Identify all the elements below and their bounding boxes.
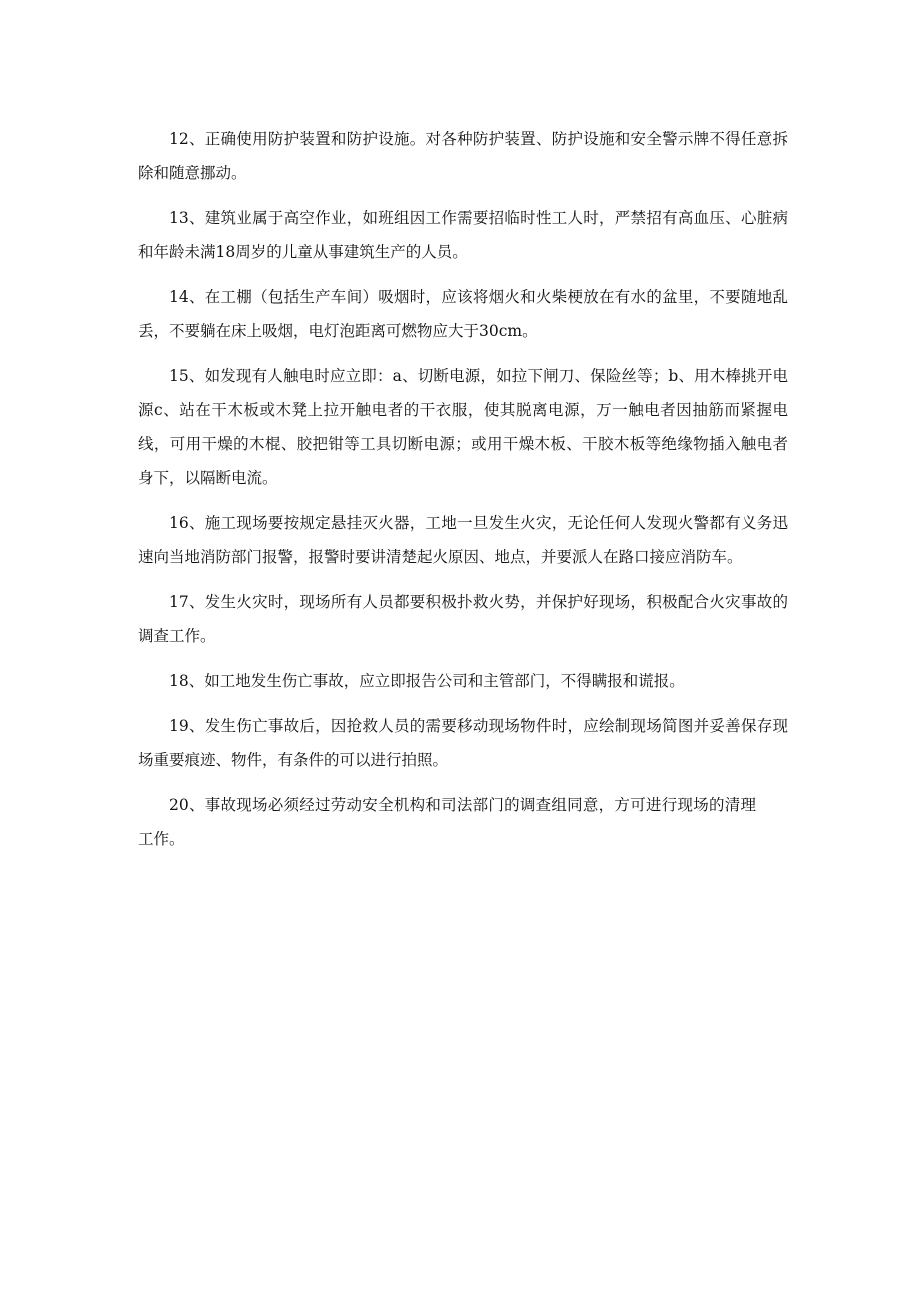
paragraph-19: 19、发生伤亡事故后，因抢救人员的需要移动现场物件时，应绘制现场简图并妥善保存现场重要痕迹、物件，有条件的可以进行拍照。 xyxy=(138,717,788,769)
paragraph-13: 13、建筑业属于高空作业，如班组因工作需要招临时性工人时，严禁招有高血压、心脏病和年龄未满18周岁的儿童从事建筑生产的人员。 xyxy=(138,209,788,261)
paragraph-17: 17、发生火灾时，现场所有人员都要积极扑救火势，并保护好现场，积极配合火灾事故的调查工作。 xyxy=(138,593,788,645)
paragraph-12: 12、正确使用防护装置和防护设施。对各种防护装置、防护设施和安全警示牌不得任意拆除和随意挪动。 xyxy=(138,130,788,182)
document-body xyxy=(138,122,788,867)
paragraph-16: 16、施工现场要按规定悬挂灭火器，工地一旦发生火灾，无论任何人发现火警都有义务迅速向当地消防部门报警，报警时要讲清楚起火原因、地点，并要派人在路口接应消防车。 xyxy=(138,514,788,566)
paragraph-20: 20、事故现场必须经过劳动安全机构和司法部门的调查组同意，方可进行现场的清理工作。 xyxy=(138,796,756,848)
paragraph-18: 18、如工地发生伤亡事故，应立即报告公司和主管部门，不得瞒报和谎报。 xyxy=(169,672,685,690)
paragraph-15: 15、如发现有人触电时应立即：a、切断电源，如拉下闸刀、保险丝等；b、用木棒挑开电源c、站在干木板或木凳上拉开触电者的干衣服，使其脱离电源，万一触电者因抽筋而紧握电线，可用干燥的木棍、胶把钳等工具切断电源；或用干燥木板、干胶木板等绝缘物插入触电者身下，以隔断电流。 xyxy=(138,367,788,487)
paragraph-14: 14、在工棚（包括生产车间）吸烟时，应该将烟火和火柴梗放在有水的盆里，不要随地乱丢，不要躺在床上吸烟，电灯泡距离可燃物应大于30cm。 xyxy=(138,288,788,340)
